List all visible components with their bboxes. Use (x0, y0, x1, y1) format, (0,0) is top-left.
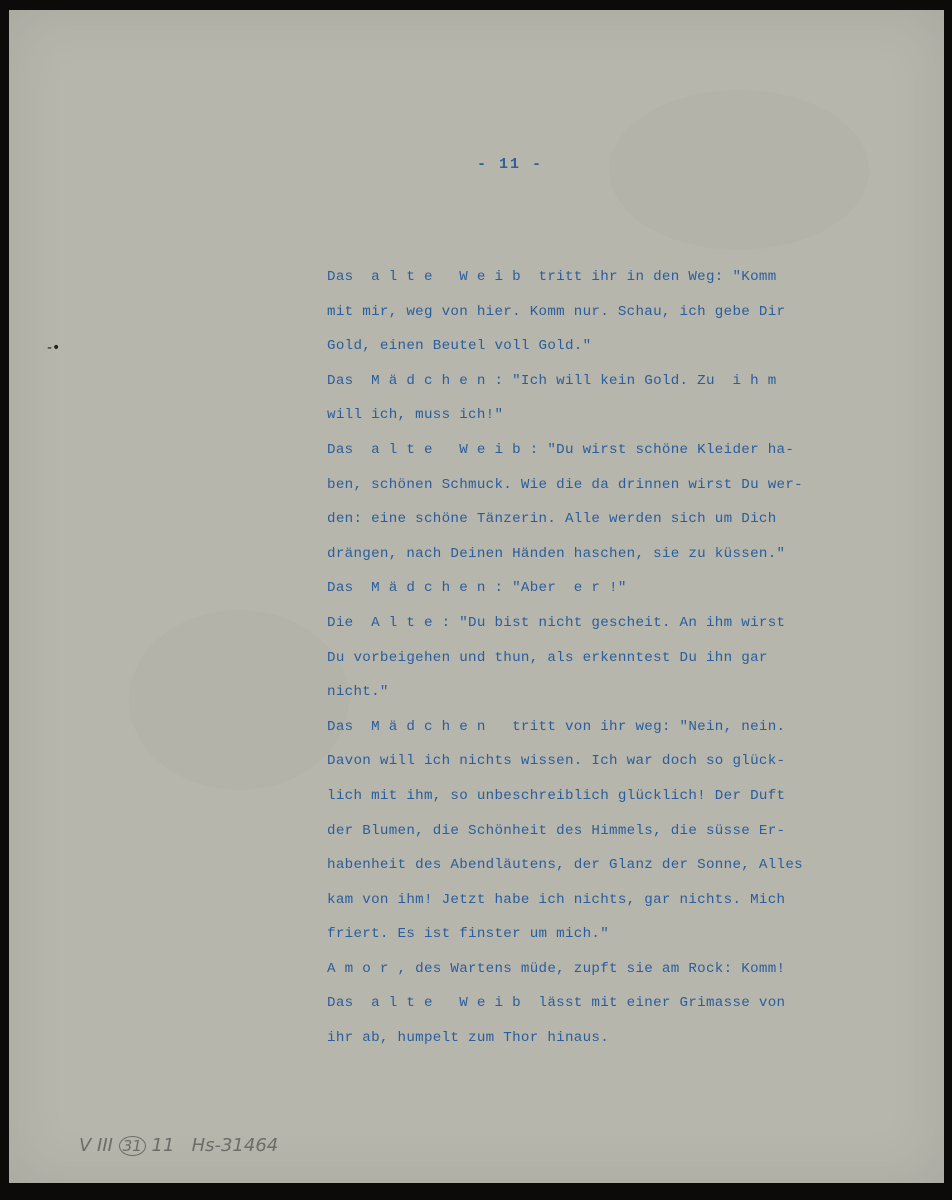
text-line: mit mir, weg von hier. Komm nur. Schau, ich gebe Dir (327, 303, 786, 320)
text-line: ihr ab, humpelt zum Thor hinaus. (327, 1030, 610, 1047)
document-page (9, 10, 944, 1183)
text-line: Davon will ich nichts wissen. Ich war doch so glück- (327, 753, 786, 770)
typed-text-body (327, 260, 907, 1056)
text-line: A m o r , des Wartens müde, zupft sie am Rock: Komm! (327, 960, 786, 977)
text-line: Du vorbeigehen und thun, als erkenntest Du ihn gar (327, 649, 768, 666)
archive-suffix: 11 Hs-31464 (145, 1135, 279, 1156)
text-line: nicht." (327, 684, 389, 701)
archive-prefix: V III (79, 1135, 119, 1156)
text-line: will ich, muss ich!" (327, 407, 504, 424)
text-line: ben, schönen Schmuck. Wie die da drinnen wirst Du wer- (327, 476, 803, 493)
archive-circled-number: 31 (119, 1136, 146, 1156)
text-line: Die A l t e : "Du bist nicht gescheit. An ihm wirst (327, 614, 786, 631)
text-line: Das M ä d c h e n : "Ich will kein Gold. Zu i h m (327, 372, 777, 389)
text-line: kam von ihm! Jetzt habe ich nichts, gar nichts. Mich (327, 891, 786, 908)
paper-stain (609, 90, 869, 250)
margin-mark: -• (47, 340, 61, 356)
text-line: Gold, einen Beutel voll Gold." (327, 338, 592, 355)
text-line: Das a l t e W e i b tritt ihr in den Weg: "Komm (327, 269, 777, 285)
text-line: Das a l t e W e i b lässt mit einer Grimasse von (327, 995, 786, 1012)
archive-shelfmark (79, 1135, 278, 1156)
text-line: Das M ä d c h e n : "Aber e r !" (327, 580, 627, 597)
paper-stain (129, 610, 349, 790)
text-line: habenheit des Abendläutens, der Glanz der Sonne, Alles (327, 857, 803, 874)
text-line: der Blumen, die Schönheit des Himmels, die süsse Er- (327, 822, 786, 839)
text-line: den: eine schöne Tänzerin. Alle werden sich um Dich (327, 511, 777, 528)
page-number: - 11 - (477, 156, 544, 173)
text-line: friert. Es ist finster um mich." (327, 926, 610, 943)
text-line: lich mit ihm, so unbeschreiblich glücklich! Der Duft (327, 787, 786, 804)
text-line: drängen, nach Deinen Händen haschen, sie zu küssen." (327, 545, 786, 562)
text-line: Das M ä d c h e n tritt von ihr weg: "Nein, nein. (327, 718, 786, 735)
text-line: Das a l t e W e i b : "Du wirst schöne Kleider ha- (327, 441, 795, 458)
